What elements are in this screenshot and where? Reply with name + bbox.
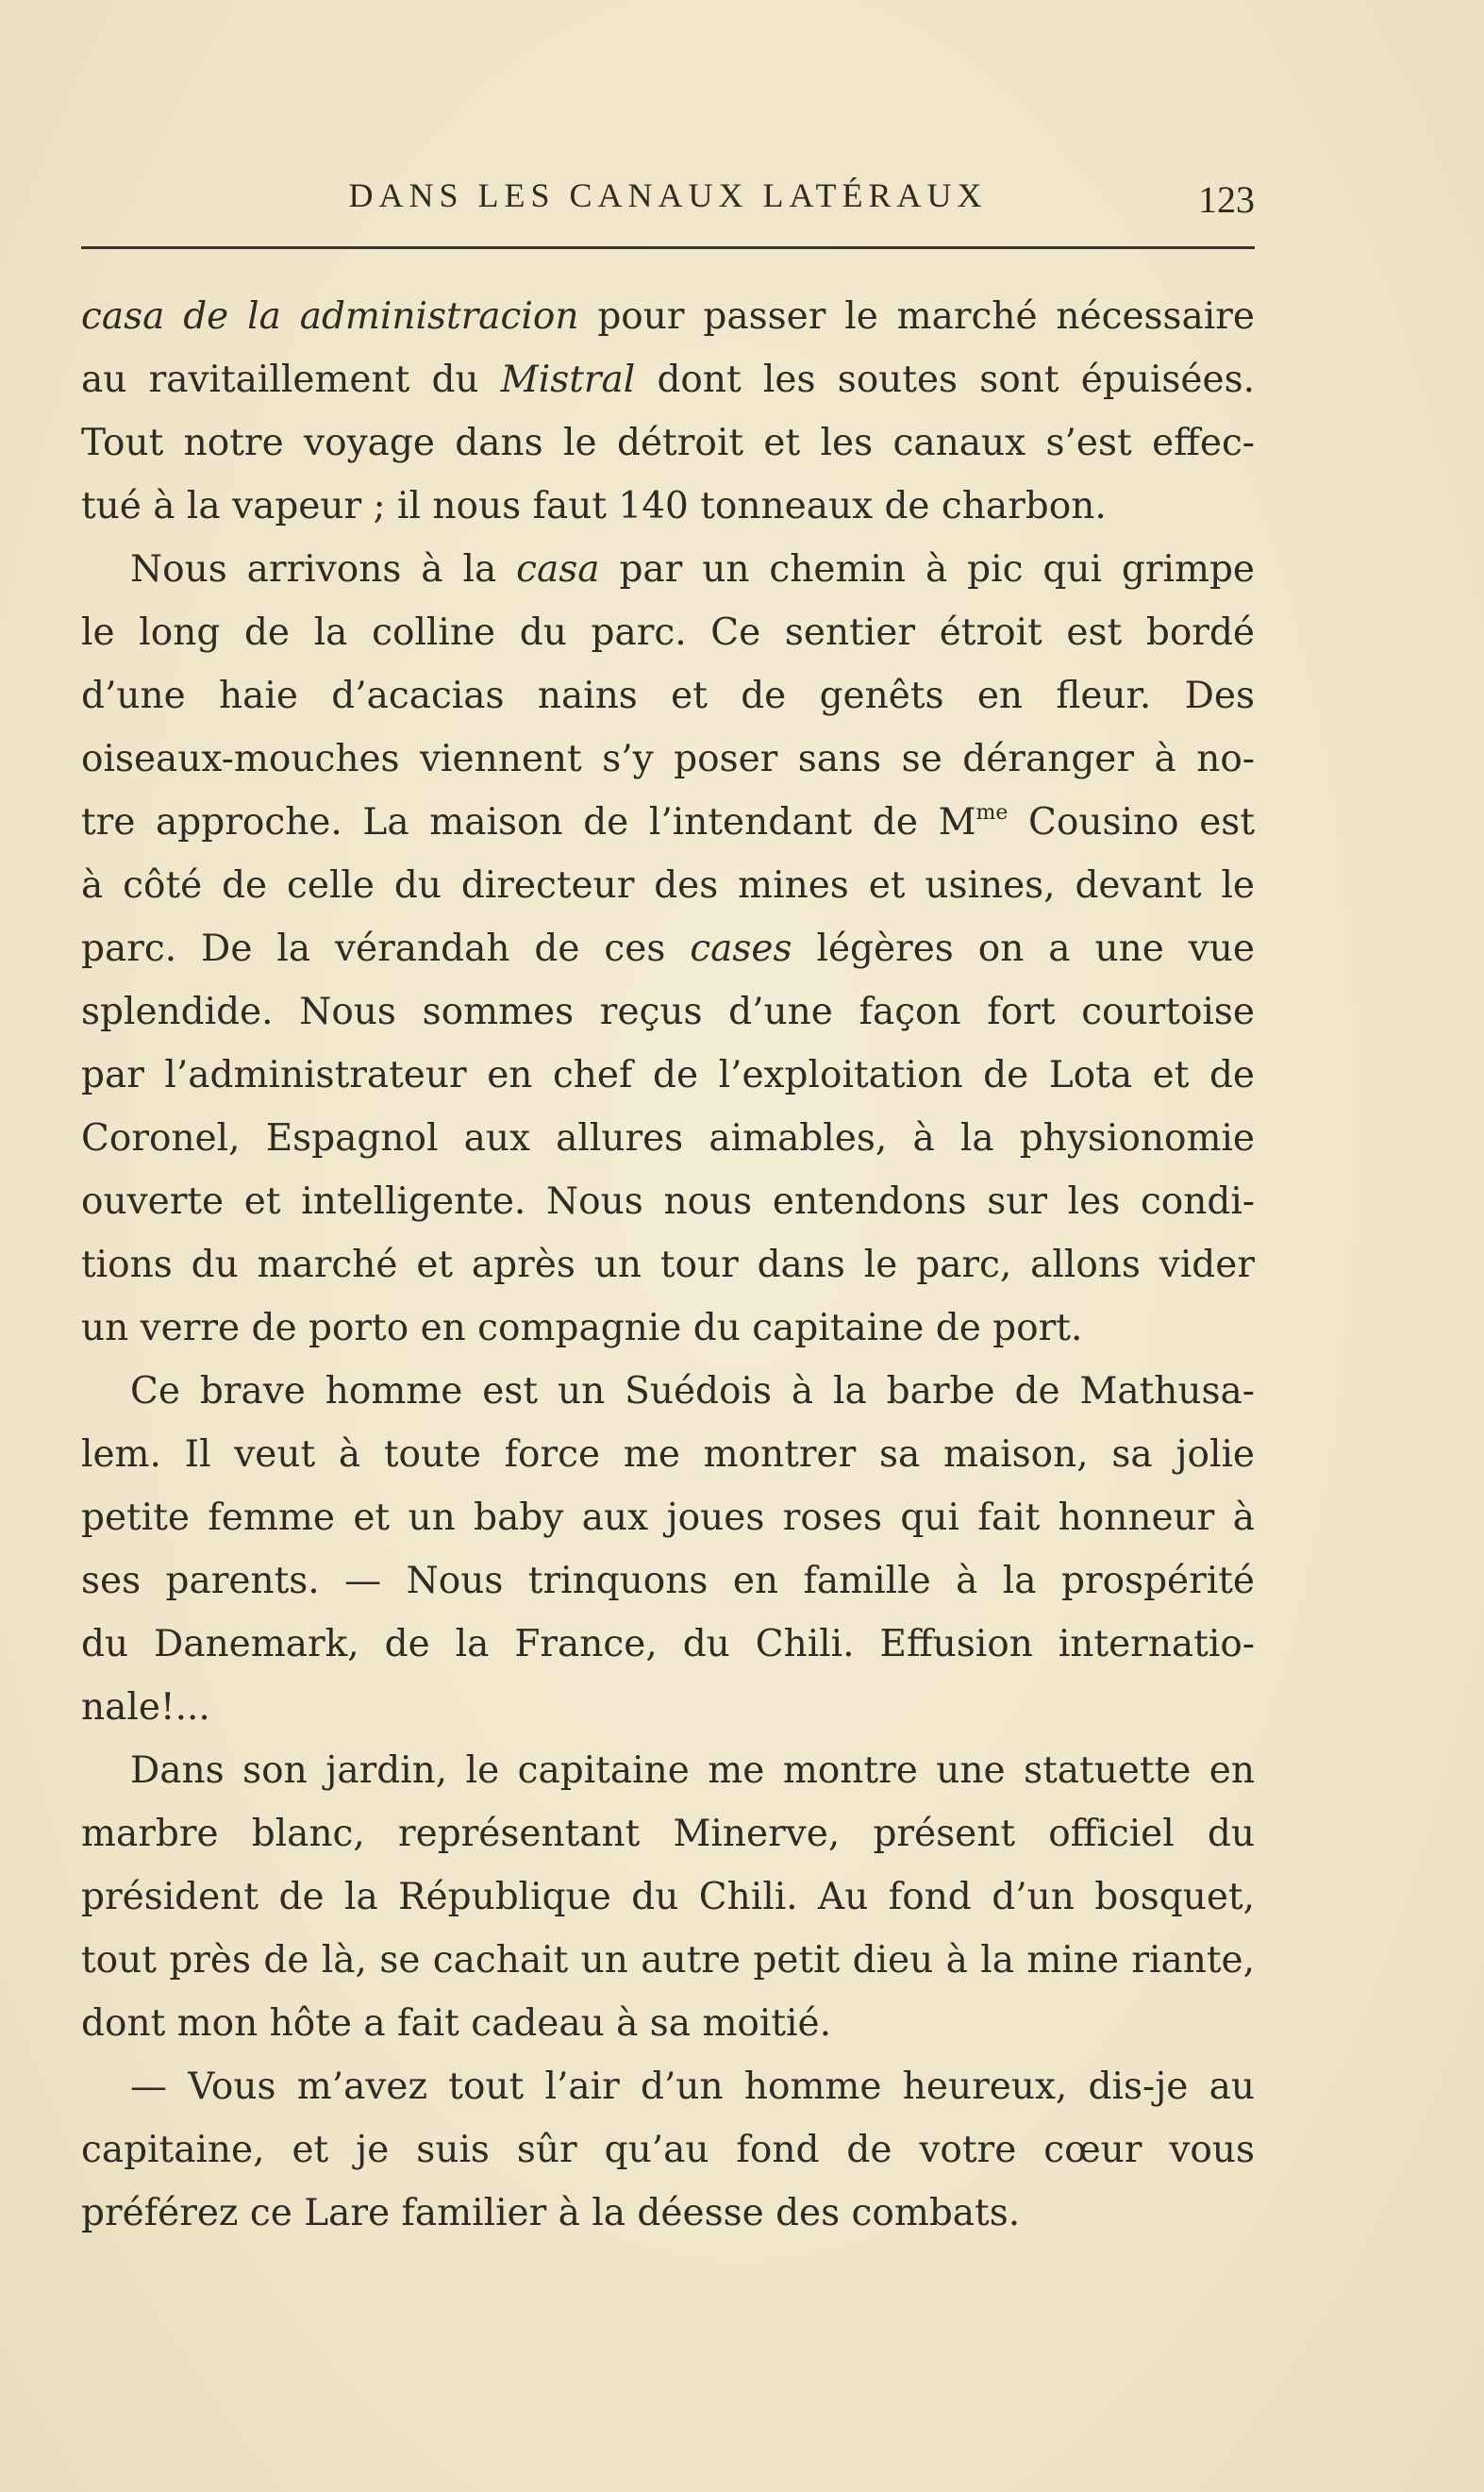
- text-line: dont mon hôte a fait cadeau à sa moitié.: [81, 2002, 832, 2045]
- paragraph-start-line: Ce brave homme est un Suédois à la barbe de Mathusa-: [130, 1370, 1255, 1413]
- text-line: casa de la administracion pour passer le marché nécessaire: [81, 295, 1255, 338]
- text-line: au ravitaillement du Mistral dont les soutes sont épuisées.: [81, 359, 1256, 401]
- italic-phrase: casa de la administracion: [81, 295, 579, 338]
- text-line: préférez ce Lare familier à la déesse des combats.: [81, 2192, 1021, 2234]
- header-rule: [81, 246, 1255, 249]
- text-line: petite femme et un baby aux joues roses qui fait honneur à: [81, 1497, 1255, 1539]
- running-head: [81, 176, 1255, 223]
- text-line: président de la République du Chili. Au fond d’un bosquet,: [81, 1876, 1255, 1918]
- paragraph-start-line: Dans son jardin, le capitaine me montre une statuette en: [130, 1749, 1255, 1792]
- text-line: tre approche. La maison de l’intendant de $M^{me}$ Cousino est: [81, 801, 1255, 844]
- text-line: nale!...: [81, 1686, 210, 1729]
- text-line: ses parents. — Nous trinquons en famille à la prospérité: [81, 1560, 1255, 1602]
- italic-word: cases: [690, 928, 792, 970]
- text-line: par l’administrateur en chef de l’exploitation de Lota et de: [81, 1054, 1255, 1096]
- text-line: du Danemark, de la France, du Chili. Effusion internatio-: [81, 1623, 1255, 1665]
- text-line: tions du marché et après un tour dans le parc, allons vider: [81, 1244, 1255, 1286]
- superscript: me: [975, 801, 1009, 825]
- italic-word: casa: [516, 548, 600, 591]
- text-line: splendide. Nous sommes reçus d’une façon fort courtoise: [81, 991, 1255, 1033]
- text-line: un verre de porto en compagnie du capitaine de port.: [81, 1307, 1083, 1349]
- text-line: lem. Il veut à toute force me montrer sa maison, sa jolie: [81, 1433, 1255, 1476]
- text-line: oiseaux-mouches viennent s’y poser sans se déranger à no-: [81, 738, 1255, 780]
- page-number: 123: [1198, 178, 1255, 221]
- paragraph-start-line: Nous arrivons à la casa par un chemin à pic qui grimpe: [130, 548, 1255, 591]
- text-line: à côté de celle du directeur des mines et usines, devant le: [81, 864, 1255, 907]
- text-line: parc. De la vérandah de ces cases légères on a une vue: [81, 928, 1255, 970]
- text-line: Coronel, Espagnol aux allures aimables, à la physionomie: [81, 1117, 1255, 1160]
- text-line: tout près de là, se cachait un autre petit dieu à la mine riante,: [81, 1939, 1255, 1982]
- running-title: DANS LES CANAUX LATÉRAUX: [348, 176, 988, 214]
- text-line: capitaine, et je suis sûr qu’au fond de votre cœur vous: [81, 2129, 1255, 2171]
- italic-ship-name: Mistral: [500, 359, 636, 401]
- body-text: [81, 285, 1255, 2245]
- text-line: ouverte et intelligente. Nous nous entendons sur les condi-: [81, 1180, 1255, 1223]
- text-line: tué à la vapeur ; il nous faut 140 tonneaux de charbon.: [81, 485, 1107, 527]
- paragraph-start-line: — Vous m’avez tout l’air d’un homme heureux, dis-je au: [130, 2066, 1255, 2108]
- text-line: le long de la colline du parc. Ce sentier étroit est bordé: [81, 611, 1255, 654]
- text-line: Tout notre voyage dans le détroit et les canaux s’est effec-: [81, 422, 1255, 464]
- text-line: marbre blanc, représentant Minerve, présent officiel du: [81, 1813, 1255, 1855]
- text-line: d’une haie d’acacias nains et de genêts en fleur. Des: [81, 675, 1255, 717]
